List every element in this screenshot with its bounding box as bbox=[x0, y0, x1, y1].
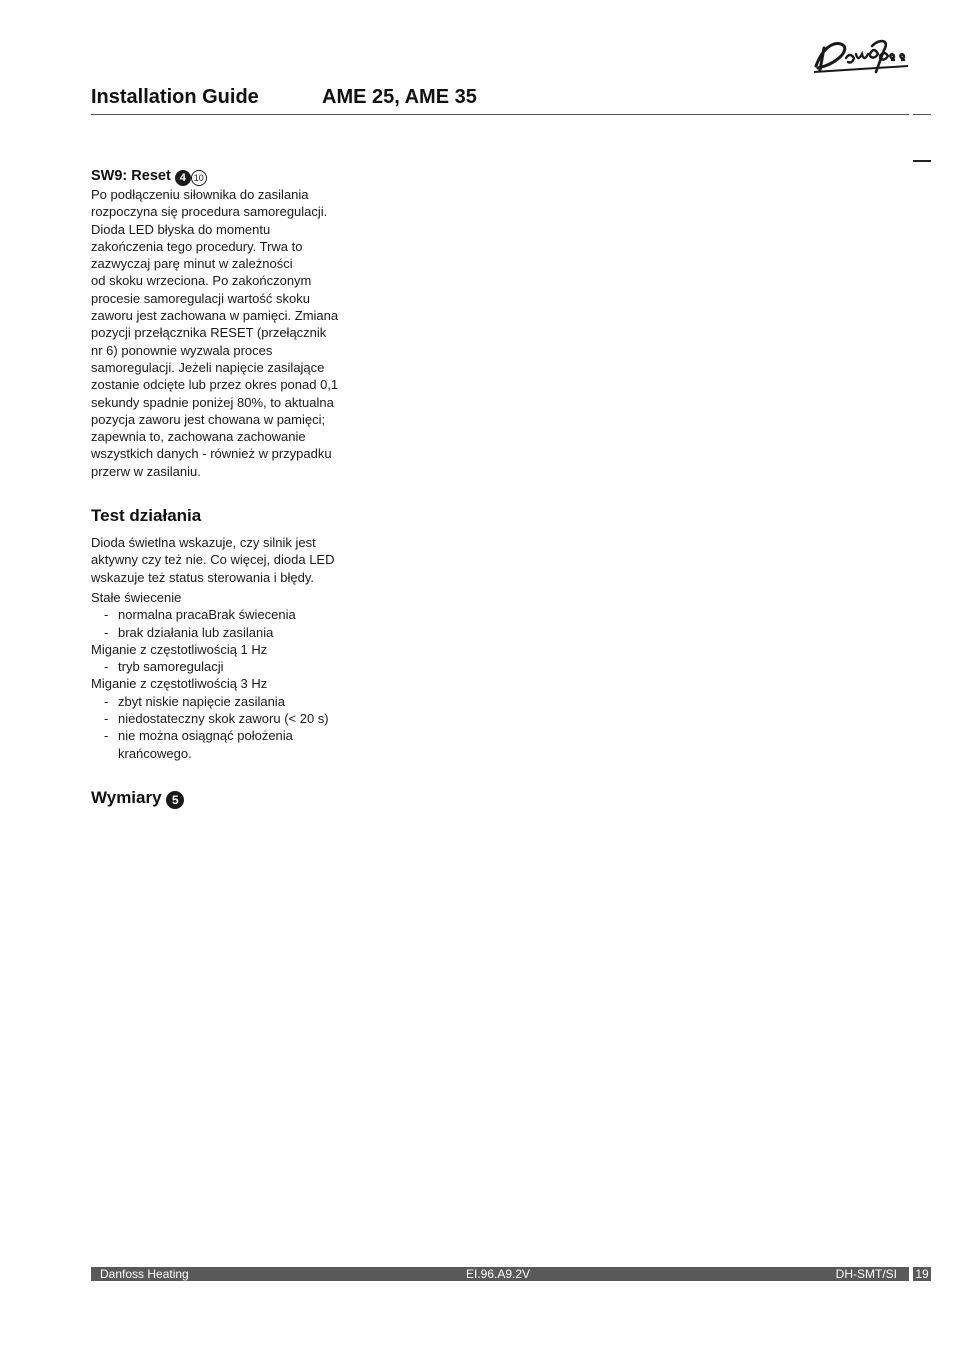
led-status-group bbox=[91, 641, 361, 676]
section-heading: Wymiary 5 bbox=[91, 786, 361, 810]
list-item: - normalna pracaBrak świecenia bbox=[104, 607, 296, 623]
figure-ref-marker: 10 bbox=[191, 170, 207, 186]
led-status-label: Miganie z częstotliwością 3 Hz bbox=[91, 676, 268, 692]
danfoss-logo bbox=[810, 36, 912, 76]
section-heading: Test działania bbox=[91, 506, 202, 526]
product-name: AME 25, AME 35 bbox=[322, 86, 477, 108]
document-title: Installation Guide bbox=[91, 86, 259, 108]
figure-ref-marker: 5 bbox=[166, 791, 184, 809]
content-column bbox=[91, 166, 361, 810]
section-sw9-reset bbox=[91, 166, 361, 480]
list-item: - zbyt niskie napięcie zasilania bbox=[104, 693, 285, 709]
margin-tick bbox=[913, 160, 931, 162]
footer-company: Danfoss Heating bbox=[100, 1267, 189, 1281]
led-status-group bbox=[91, 675, 361, 761]
led-status-label: Miganie z częstotliwością 1 Hz bbox=[91, 641, 268, 657]
figure-ref-marker: 4 bbox=[175, 170, 191, 186]
list-item: - niedostateczny skok zaworu (< 20 s) bbox=[104, 711, 329, 727]
list-item: - nie można osiągnąć położenia krańcowego. bbox=[104, 728, 293, 761]
footer-department: DH-SMT/SI bbox=[835, 1267, 897, 1281]
section-heading: SW9: Reset 4 10 bbox=[91, 166, 361, 186]
margin-tick bbox=[913, 114, 931, 115]
section-intro: Dioda świetlna wskazuje, czy silnik jest aktywny czy też nie. Co więcej, dioda LED wskazuje też status sterowania i błędy. bbox=[91, 535, 335, 585]
header-rule bbox=[91, 114, 909, 115]
footer-doc-code: EI.96.A9.2V bbox=[466, 1267, 531, 1281]
section-dimensions bbox=[91, 786, 361, 810]
page-number: 19 bbox=[913, 1267, 931, 1281]
section-body: Po podłączeniu siłownika do zasilania rozpoczyna się procedura samoregulacji. Dioda LED błyska do momentu zakończenia tego procedury. Trwa to zazwyczaj parę minut w zależności od skoku wrzeciona. Po zakończonym procesie samoregulacji wartość skoku zaworu jest zachowana w pamięci. Zmiana pozycji przełącznika RESET (przełącznik nr 6) ponownie wyzwala proces samoregulacji. Jeżeli napięcie zasilające zostanie odcięte lub przez okres ponad 0,1 sekundy spadnie poniżej 80%, to aktualna pozycja zaworu jest chowana w pamięci; zapewnia to, zachowana zachowanie wszystkich danych - również w przypadku przerw w zasilaniu. bbox=[91, 187, 339, 479]
footer-bar bbox=[91, 1267, 909, 1281]
led-status-label: Stałe świecenie bbox=[91, 589, 182, 605]
section-test bbox=[91, 504, 361, 762]
list-item: - tryb samoregulacji bbox=[104, 659, 224, 675]
led-status-group bbox=[91, 589, 361, 641]
list-item: - brak działania lub zasilania bbox=[104, 624, 274, 640]
